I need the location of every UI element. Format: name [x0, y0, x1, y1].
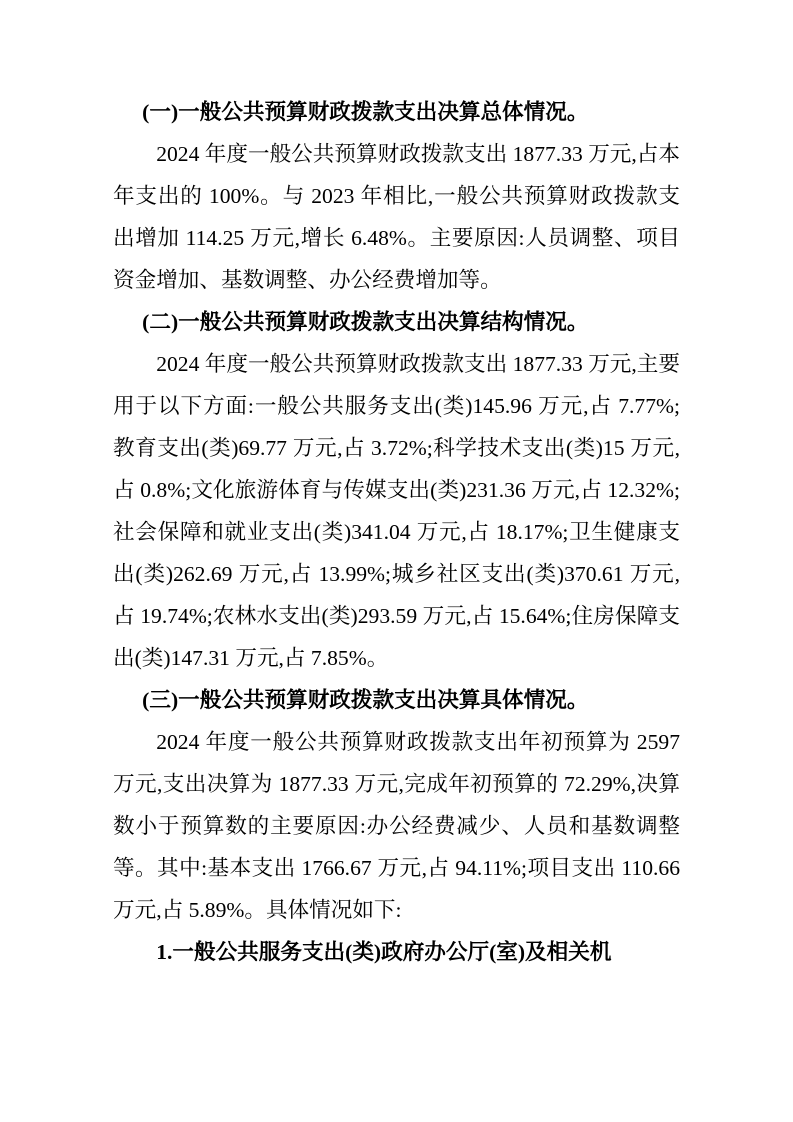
section-heading-3: (三)一般公共预算财政拨款支出决算具体情况。: [142, 688, 589, 712]
section-heading-1: (一)一般公共预算财政拨款支出决算总体情况。: [142, 100, 589, 124]
paragraph-specific-situation: 2024 年度一般公共预算财政拨款支出年初预算为 2597 万元,支出决算为 1877.33 万元,完成年初预算的 72.29%,决算数小于预算数的主要原因:办公经费减少、人员和基数调整等。其中:基本支出 1766.67 万元,占 94.11%;项目支出 110.66 万元,占 5.89%。具体情况如下:: [113, 730, 680, 922]
paragraph-structure-situation: 2024 年度一般公共预算财政拨款支出 1877.33 万元,主要用于以下方面:一般公共服务支出(类)145.96 万元,占 7.77%;教育支出(类)69.77 万元,占 3.72%;科学技术支出(类)15 万元,占 0.8%;文化旅游体育与传媒支出(类)231.36 万元,占 12.32%;社会保障和就业支出(类)341.04 万元,占 18.17%;卫生健康支出(类)262.69 万元,占 13.99%;城乡社区支出(类)370.61 万元,占 19.74%;农林水支出(类)293.59 万元,占 15.64%;住房保障支出(类)147.31 万元,占 7.85%。: [113, 352, 680, 670]
section-heading-2: (二)一般公共预算财政拨款支出决算结构情况。: [142, 310, 589, 334]
paragraph-overall-situation: 2024 年度一般公共预算财政拨款支出 1877.33 万元,占本年支出的 100%。与 2023 年相比,一般公共预算财政拨款支出增加 114.25 万元,增长 6.48%。主要原因:人员调整、项目资金增加、基数调整、办公经费增加等。: [113, 142, 680, 292]
document-content: [113, 91, 680, 973]
subsection-heading-1: 1.一般公共服务支出(类)政府办公厅(室)及相关机: [156, 940, 612, 964]
